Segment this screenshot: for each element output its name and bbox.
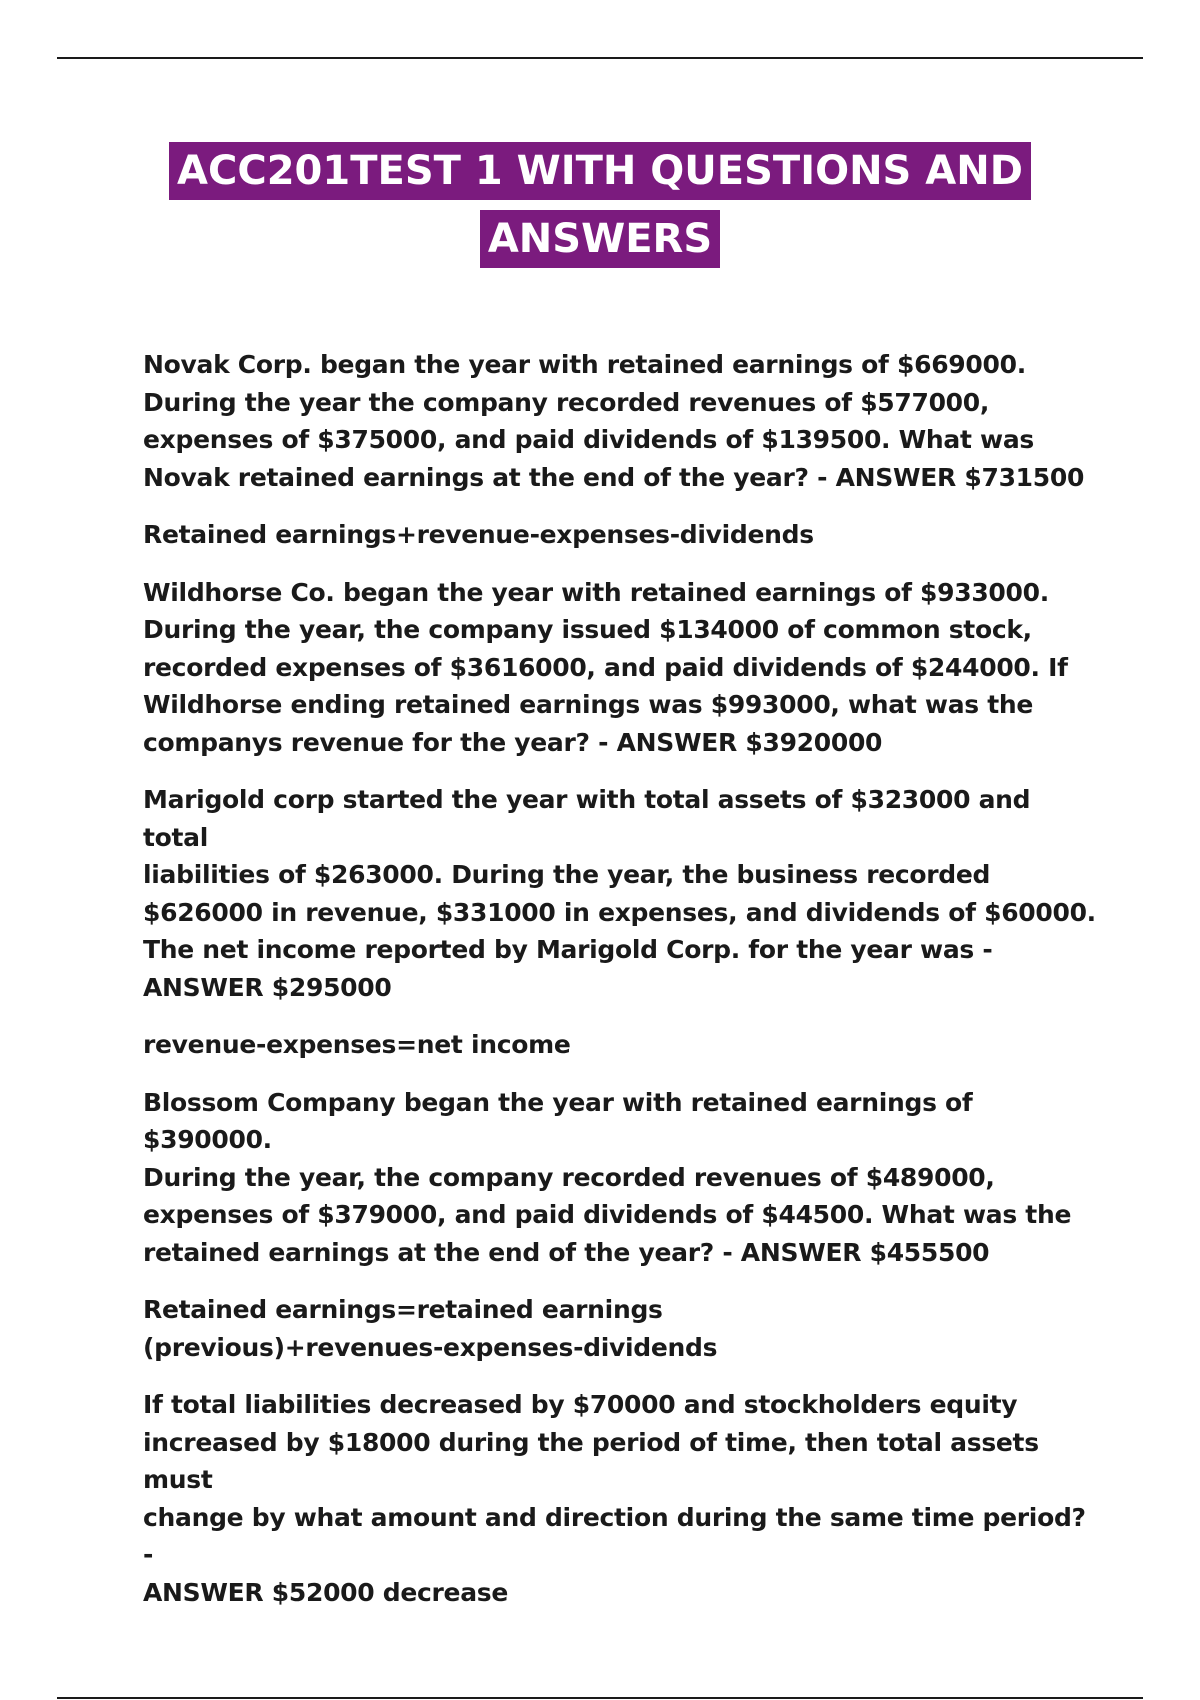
formula-retained-earnings: Retained earnings+revenue-expenses-dividends: [143, 520, 814, 549]
bottom-divider: [57, 1697, 1143, 1699]
question-marigold: Marigold corp started the year with total assets of $323000 and total liabilities of $263000. During the year, the business recorded $626000 in revenue, $331000 in expenses, and dividends of $60000. The net income reported by Marigold Corp. for the year was - ANSWER $295000: [143, 785, 1096, 1002]
top-divider: [57, 57, 1143, 59]
title-line-2: ANSWERS: [480, 210, 720, 268]
question-blossom: Blossom Company began the year with retained earnings of $390000. During the year, the company recorded revenues of $489000, expenses of $379000, and paid dividends of $44500. What was the retained earnings at the end of the year? - ANSWER $455500: [143, 1087, 1072, 1267]
formula-retained-earnings-previous: Retained earnings=retained earnings (previous)+revenues-expenses-dividends: [143, 1295, 718, 1362]
title-line-1: ACC201TEST 1 WITH QUESTIONS AND: [169, 142, 1031, 200]
formula-net-income: revenue-expenses=net income: [143, 1030, 571, 1059]
question-novak: Novak Corp. began the year with retained earnings of $669000. During the year the company recorded revenues of $577000, expenses of $375000, and paid dividends of $139500. What was Novak retained earnings at the end of the year? - ANSWER $731500: [143, 350, 1085, 492]
document-title: [0, 142, 1200, 268]
question-wildhorse: Wildhorse Co. began the year with retained earnings of $933000. During the year, the company issued $134000 of common stock, recorded expenses of $3616000, and paid dividends of $244000. If Wildhorse ending retained earnings was $993000, what was the companys revenue for the year? - ANSWER $3920000: [143, 577, 1068, 757]
question-liabilities-equity: If total liabilities decreased by $70000 and stockholders equity increased by $18000 during the period of time, then total assets must change by what amount and direction during the same time period? - ANSWER $52000 decrease: [143, 1390, 1086, 1607]
document-body: [143, 346, 1103, 1631]
